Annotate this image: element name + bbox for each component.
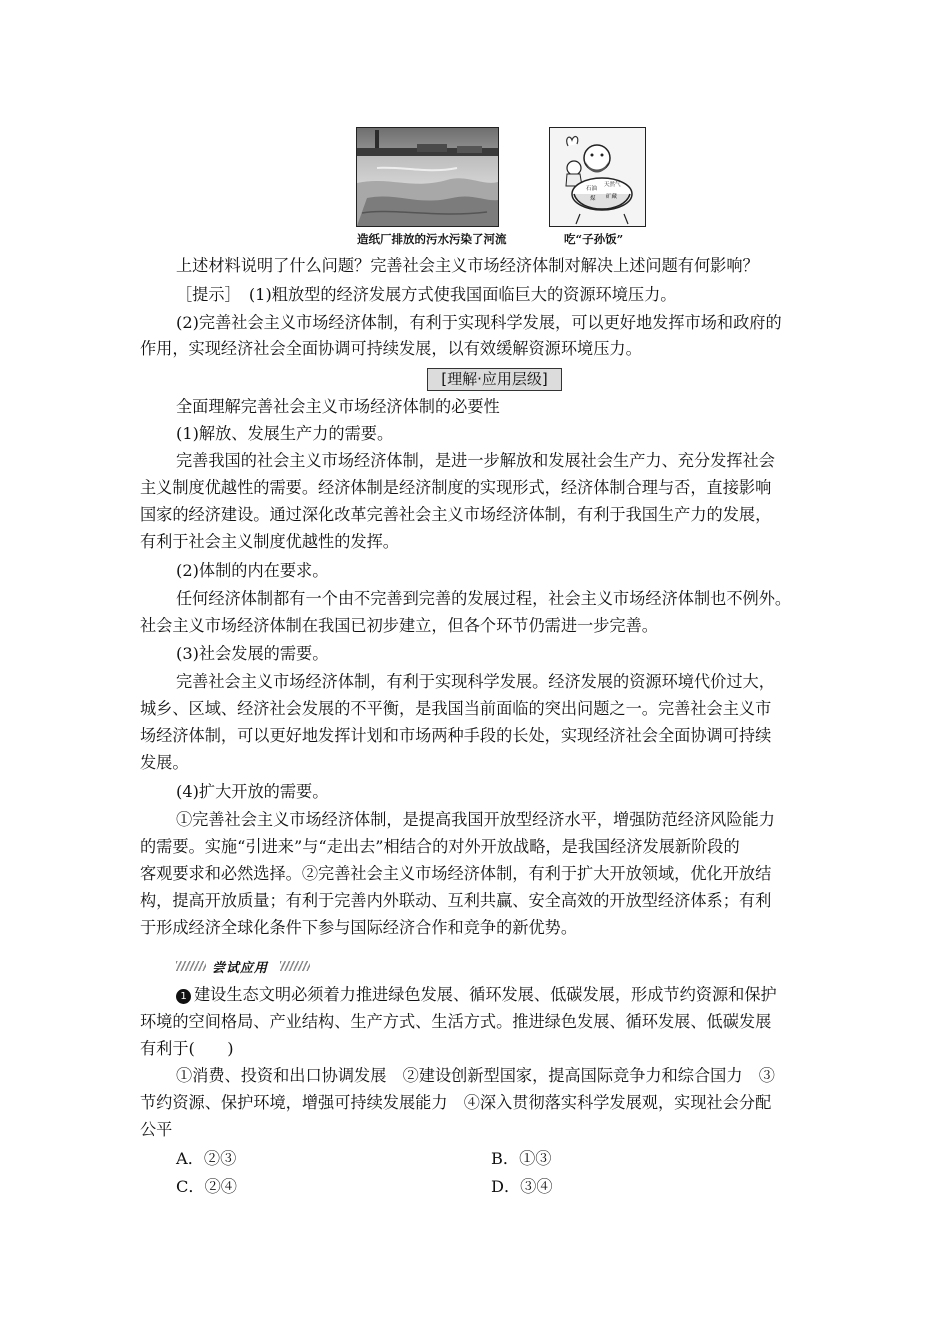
eating-descendants-cartoon [549, 127, 646, 227]
try-apply-banner [176, 957, 316, 977]
banner-stripes-right [280, 961, 310, 971]
point-1-title: (1)解放、发展生产力的需要。 [176, 424, 394, 443]
question-number-badge: 1 [176, 989, 191, 1004]
bowl-label-minerals: 矿藏 [606, 194, 618, 200]
point-1-line-3: 国家的经济建设。通过深化改革完善社会主义市场经济体制，有利于我国生产力的发展， [140, 505, 772, 524]
point-4-title: (4)扩大开放的需要。 [176, 782, 329, 801]
option-c[interactable]: C．②④ [176, 1177, 237, 1196]
point-4-line-2: 的需要。实施“引进来”与“走出去”相结合的对外开放战略，是我国经济发展新阶段的 [140, 837, 740, 856]
river-pollution-photo [356, 127, 499, 227]
point-2-title: (2)体制的内在要求。 [176, 561, 329, 580]
point-3-title: (3)社会发展的需要。 [176, 644, 329, 663]
question-1-stem-line-3: 有利于( ) [140, 1039, 234, 1058]
level-tag: [理解·应用层级] [427, 368, 562, 391]
hint-line-2: (2)完善社会主义市场经济体制，有利于实现科学发展，可以更好地发挥市场和政府的 [176, 313, 782, 332]
section-title: 全面理解完善社会主义市场经济体制的必要性 [176, 397, 500, 416]
cartoon-caption: 吃“子孙饭” [564, 232, 624, 246]
point-1-line-2: 主义制度优越性的需要。经济体制是经济制度的实现形式，经济体制合理与否，直接影响 [140, 478, 772, 497]
point-3-line-2: 城乡、区域、经济社会发展的不平衡，是我国当前面临的突出问题之一。完善社会主义市 [140, 699, 772, 718]
banner-stripes-left [176, 961, 206, 971]
river-pollution-caption: 造纸厂排放的污水污染了河流 [357, 232, 507, 246]
question-1-stem-line-2: 环境的空间格局、产业结构、生产方式、生活方式。推进绿色发展、循环发展、低碳发展 [140, 1012, 772, 1031]
bowl-label-coal: 煤 [590, 196, 596, 202]
question-1-stem-line-1 [176, 985, 861, 1005]
point-3-line-3: 场经济体制，可以更好地发挥计划和市场两种手段的长处，实现经济社会全面协调可持续 [140, 726, 772, 745]
option-a[interactable]: A．②③ [176, 1149, 237, 1168]
point-1-line-1: 完善我国的社会主义市场经济体制，是进一步解放和发展社会生产力、充分发挥社会 [176, 451, 775, 470]
question-1-items-line-2: 节约资源、保护环境，增强可持续发展能力 ④深入贯彻落实科学发展观，实现社会分配 [140, 1093, 772, 1112]
bowl-label-gas: 天然气 [604, 182, 621, 188]
point-3-line-4: 发展。 [140, 753, 189, 772]
point-2-line-2: 社会主义市场经济体制在我国已初步建立，但各个环节仍需进一步完善。 [140, 616, 658, 635]
point-1-line-4: 有利于社会主义制度优越性的发挥。 [140, 532, 399, 551]
hint-line-1: ［提示］ (1)粗放型的经济发展方式使我国面临巨大的资源环境压力。 [176, 285, 677, 304]
river-pollution-image [357, 128, 498, 226]
option-d[interactable]: D．③④ [491, 1177, 553, 1196]
cartoon-image [550, 128, 645, 226]
point-4-line-1: ①完善社会主义市场经济体制，是提高我国开放型经济水平，增强防范经济风险能力 [176, 810, 775, 829]
try-apply-label: 尝试应用 [212, 961, 269, 976]
question-1-items-line-1: ①消费、投资和出口协调发展 ②建设创新型国家，提高国际竞争力和综合国力 ③ [176, 1066, 775, 1085]
material-question: 上述材料说明了什么问题？完善社会主义市场经济体制对解决上述问题有何影响？ [176, 256, 759, 275]
point-2-line-1: 任何经济体制都有一个由不完善到完善的发展过程，社会主义市场经济体制也不例外。 [176, 589, 792, 608]
point-4-line-3: 客观要求和必然选择。②完善社会主义市场经济体制，有利于扩大开放领域，优化开放结 [140, 864, 772, 883]
hint-line-3: 作用，实现经济社会全面协调可持续发展，以有效缓解资源环境压力。 [140, 339, 642, 358]
question-1-items-line-3: 公平 [140, 1120, 173, 1139]
point-3-line-1: 完善社会主义市场经济体制，有利于实现科学发展。经济发展的资源环境代价过大， [176, 672, 775, 691]
question-stem-text-1: 建设生态文明必须着力推进绿色发展、循环发展、低碳发展，形成节约资源和保护 [194, 985, 777, 1004]
point-4-line-5: 于形成经济全球化条件下参与国际经济合作和竞争的新优势。 [140, 918, 578, 937]
option-b[interactable]: B．①③ [491, 1149, 552, 1168]
bowl-label-oil: 石油 [586, 186, 598, 192]
point-4-line-4: 构，提高开放质量；有利于完善内外联动、互利共赢、安全高效的开放型经济体系；有利 [140, 891, 772, 910]
